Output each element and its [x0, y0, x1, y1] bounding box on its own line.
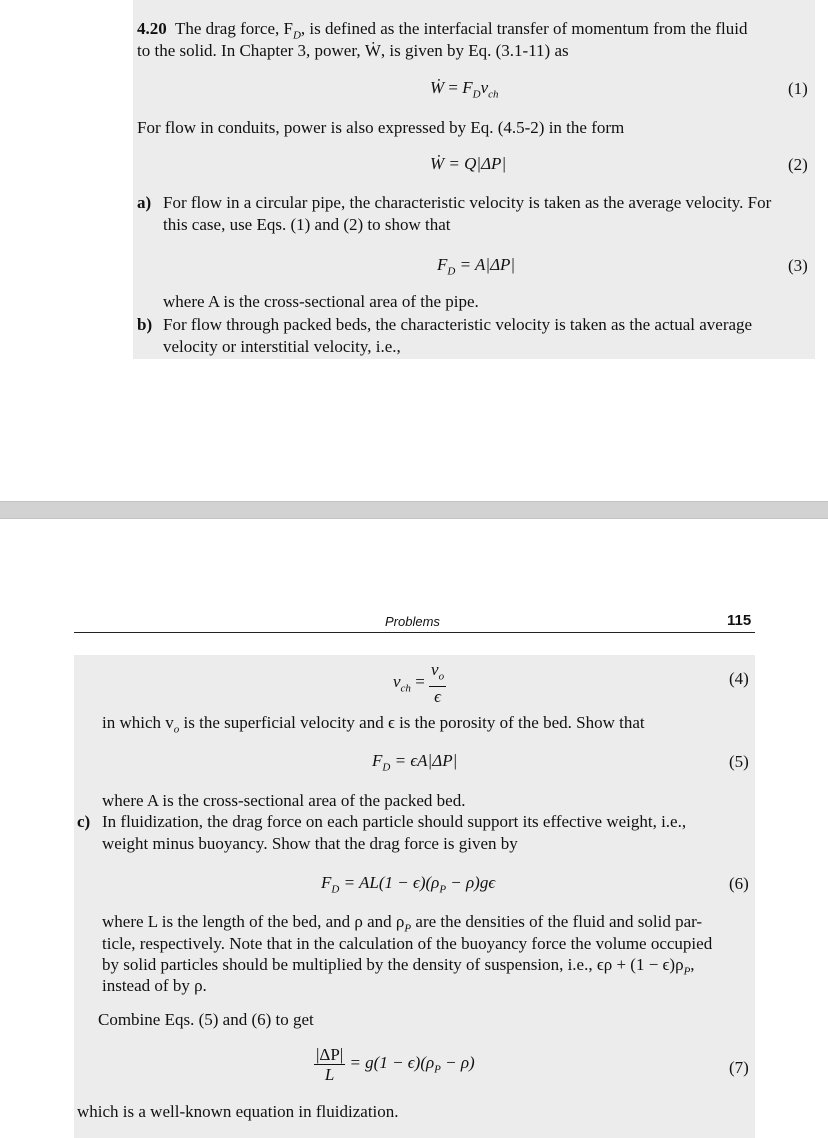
equation-5: $F_D = \epsilon A|\Delta P|$	[372, 751, 458, 774]
page-separator	[0, 501, 828, 519]
part-a-label: a)	[137, 193, 152, 212]
part-c-where1: where L is the length of the bed, and ρ and $\rho_P$ are the densities of the fluid and solid par-	[102, 912, 703, 935]
equation-2: Ẇ = Q|ΔP|	[430, 154, 507, 173]
equation-3-number: (3)	[788, 256, 808, 275]
part-b-line2: velocity or interstitial velocity, i.e.,	[163, 337, 401, 356]
where-packed-bed: where A is the cross-sectional area of the packed bed.	[102, 791, 466, 810]
equation-3: $F_D = A|\Delta P|$	[437, 255, 516, 278]
part-a-line2: this case, use Eqs. (1) and (2) to show that	[163, 215, 451, 234]
equation-7-number: (7)	[729, 1058, 749, 1077]
part-c-where2: ticle, respectively. Note that in the calculation of the buoyancy force the volume occupied	[102, 934, 713, 953]
equation-4-number: (4)	[729, 669, 749, 688]
part-c-label: c)	[77, 812, 91, 831]
equation-1: Ẇ = $F_Dv_{ch}$	[430, 78, 499, 101]
closing-line: which is a well-known equation in fluidization.	[77, 1102, 399, 1121]
problem-number: 4.20	[137, 19, 167, 38]
equation-4: $v_{ch}$ = $\frac{v_o}{\epsilon}$	[393, 660, 445, 707]
equation-6-number: (6)	[729, 874, 749, 893]
part-c-line1: In fluidization, the drag force on each particle should support its effective weight, i.e.,	[102, 812, 687, 831]
problem-intro-line2: to the solid. In Chapter 3, power, Ẇ, is given by Eq. (3.1-11) as	[137, 41, 569, 60]
conduits-line: For flow in conduits, power is also expressed by Eq. (4.5-2) in the form	[137, 118, 625, 137]
part-c-where3: by solid particles should be multiplied by the density of suspension, i.e., $\epsilon\rho + (1 - \epsilon)\rho_P$,	[102, 955, 695, 978]
equation-6: $F_D = AL(1 - \epsilon)(\rho_P - \rho)g\epsilon$	[321, 873, 496, 896]
combine-line: Combine Eqs. (5) and (6) to get	[98, 1010, 314, 1029]
part-a-line1: For flow in a circular pipe, the characteristic velocity is taken as the average velocity. For	[163, 193, 772, 212]
part-c-where4: instead of by ρ.	[102, 976, 207, 995]
part-b-line1: For flow through packed beds, the characteristic velocity is taken as the actual average	[163, 315, 753, 334]
equation-1-number: (1)	[788, 79, 808, 98]
header-rule	[74, 632, 755, 633]
equation-2-number: (2)	[788, 155, 808, 174]
part-a-where: where A is the cross-sectional area of the pipe.	[163, 292, 479, 311]
problem-intro-line1: 4.20 The drag force, $F_D$, is defined as the interfacial transfer of momentum from the fluid	[137, 19, 748, 42]
superficial-line: in which $v_o$ is the superficial velocity and ϵ is the porosity of the bed. Show that	[102, 713, 645, 736]
equation-7: $\frac{|\Delta P|}{L}$ = $g(1 - \epsilon)(\rho_P - \rho)$	[316, 1045, 475, 1084]
part-c-line2: weight minus buoyancy. Show that the drag force is given by	[102, 834, 518, 853]
running-header-title: Problems	[385, 614, 440, 629]
equation-5-number: (5)	[729, 752, 749, 771]
page-number: 115	[727, 612, 752, 629]
part-b-label: b)	[137, 315, 153, 334]
